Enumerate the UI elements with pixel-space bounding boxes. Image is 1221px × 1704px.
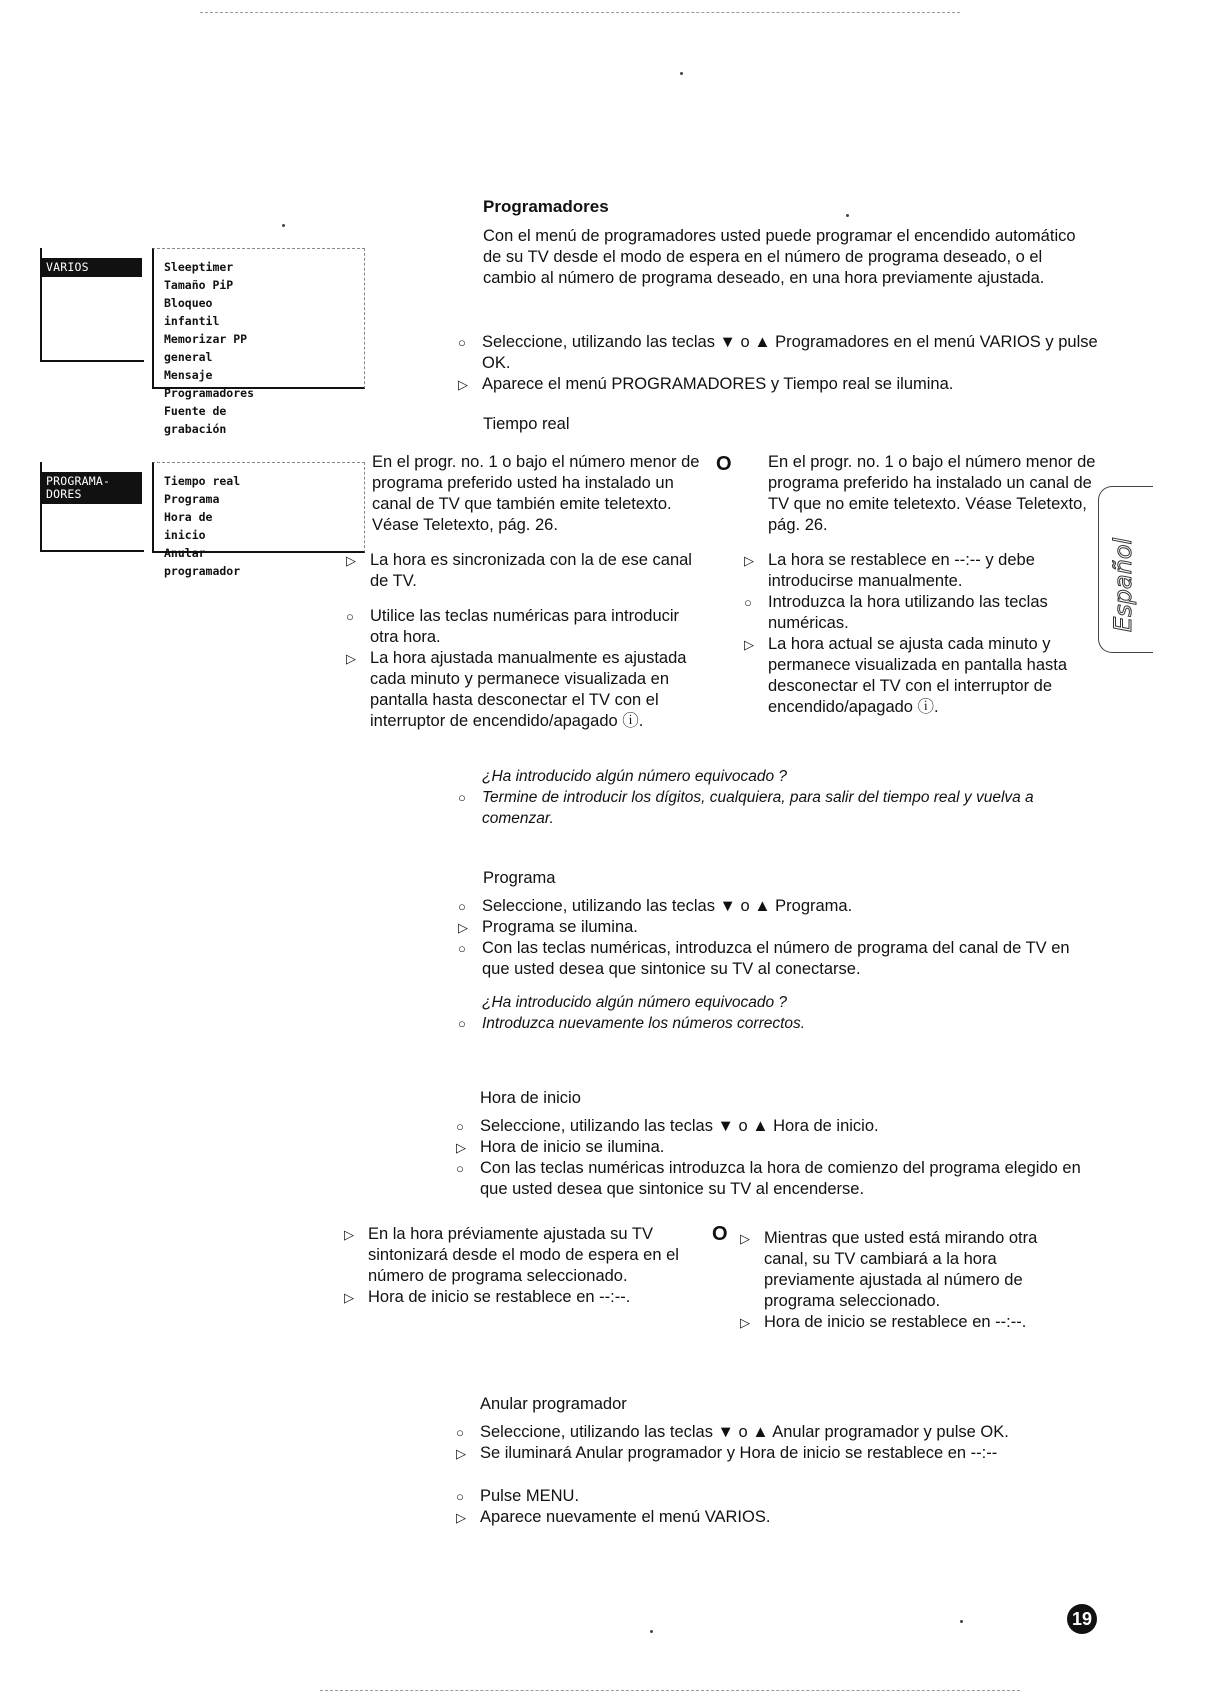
step: ▷ Hora de inicio se ilumina. (456, 1137, 1096, 1158)
hora-inicio-heading: Hora de inicio (480, 1089, 581, 1107)
scan-noise-top (200, 12, 960, 13)
menu-item[interactable]: Memorizar PP general (164, 332, 248, 364)
section-intro: Con el menú de programadores usted puede programar el encendido automático de su TV desde el modo de espera en el número de programa deseado, o el cambio al número de programa deseado, en una hora previamente ajustada. (483, 227, 1076, 287)
programa-steps (458, 896, 1098, 980)
step: ▷ La hora es sincronizada con la de ese canal de TV. (346, 550, 706, 592)
wrong-answer-list (458, 787, 1098, 829)
arrow-triangle-icon (744, 634, 762, 655)
bullet-circle-icon (456, 1486, 474, 1507)
step: ○ Seleccione, utilizando las teclas ▼ o ▲ Programadores en el menú VARIOS y pulse OK. (458, 332, 1108, 374)
menu-item[interactable]: Mensaje (164, 368, 213, 382)
step: ▷ La hora actual se ajusta cada minuto y permanece visualizada en pantalla hasta desconectar el TV con el interruptor de encendido/apagado ⓘ. (744, 634, 1084, 718)
menu-item[interactable]: Fuente de grabación (164, 404, 227, 436)
bullet-circle-icon (456, 1422, 474, 1443)
arrow-triangle-icon (346, 648, 364, 669)
bullet-circle-icon (456, 1116, 474, 1137)
step: ○ Con las teclas numéricas, introduzca el número de programa del canal de TV en que usted desea que sintonice su TV al conectarse. (458, 938, 1098, 980)
wrong-question: ¿Ha introducido algún número equivocado ? (482, 994, 788, 1011)
step: ▷ Hora de inicio se restablece en --:--. (344, 1287, 704, 1308)
arrow-triangle-icon (740, 1312, 758, 1333)
section-steps (458, 332, 1108, 395)
step: ▷ Aparece el menú PROGRAMADORES y Tiempo real se ilumina. (458, 374, 1108, 395)
varios-menu-items (164, 258, 254, 438)
arrow-triangle-icon (458, 374, 476, 395)
menu-item[interactable]: Tiempo real (164, 474, 241, 488)
wrong-question: ¿Ha introducido algún número equivocado ? (482, 768, 788, 785)
hora-inicio-left-steps (344, 1224, 704, 1308)
step: ▷ La hora ajustada manualmente es ajustada cada minuto y permanece visualizada en pantalla hasta desconectar el TV con el interruptor de encendido/apagado ⓘ. (346, 648, 706, 732)
tiempo-real-left-col (346, 452, 706, 732)
step: ▷ Se iluminará Anular programador y Hora de inicio se restablece en --:-- (456, 1443, 1116, 1464)
tiempo-real-right-col (744, 452, 1096, 718)
anular-heading: Anular programador (480, 1395, 627, 1413)
or-symbol: O (716, 453, 732, 475)
anular-steps (456, 1422, 1116, 1464)
step: ○ Con las teclas numéricas introduzca la hora de comienzo del programa elegido en que usted desea que sintonice su TV al encenderse. (456, 1158, 1096, 1200)
programa-wrong-note (458, 992, 1098, 1034)
step: ▷ Mientras que usted está mirando otra canal, su TV cambiará a la hora previamente ajustada al número de programa seleccionado. (740, 1228, 1080, 1312)
varios-menu-tab: VARIOS (40, 258, 142, 277)
section-title: Programadores (483, 197, 609, 216)
anular-steps-2 (456, 1486, 1116, 1528)
menu-item[interactable]: Tamaño PiP (164, 278, 234, 292)
or-symbol: O (712, 1223, 728, 1245)
step: ○ Seleccione, utilizando las teclas ▼ o ▲ Anular programador y pulse OK. (456, 1422, 1116, 1443)
bullet-circle-icon (458, 1013, 476, 1034)
bullet-circle-icon (458, 896, 476, 917)
programa-heading: Programa (483, 869, 556, 887)
hora-inicio-right-steps (740, 1228, 1080, 1333)
scan-speck (680, 72, 683, 75)
step: ▷ Aparece nuevamente el menú VARIOS. (456, 1507, 1116, 1528)
hora-inicio-steps (456, 1116, 1096, 1200)
arrow-triangle-icon (344, 1224, 362, 1245)
arrow-triangle-icon (456, 1443, 474, 1464)
step: ○ Pulse MENU. (456, 1486, 1116, 1507)
step: ○ Seleccione, utilizando las teclas ▼ o ▲ Programa. (458, 896, 1098, 917)
step: ▷ La hora se restablece en --:-- y debe introducirse manualmente. (744, 550, 1084, 592)
arrow-triangle-icon (458, 917, 476, 938)
bullet-circle-icon (458, 938, 476, 959)
tiempo-real-heading: Tiempo real (483, 415, 570, 433)
menu-item[interactable]: Anular programador (164, 546, 241, 578)
tiempo-real-left-steps (346, 550, 706, 732)
scan-speck (650, 1630, 653, 1633)
tiempo-real-wrong-note (458, 766, 1098, 829)
bullet-circle-icon (346, 606, 364, 627)
menu-item[interactable]: Hora de inicio (164, 510, 213, 542)
arrow-triangle-icon (344, 1287, 362, 1308)
step: ○ Seleccione, utilizando las teclas ▼ o ▲ Hora de inicio. (456, 1116, 1096, 1137)
tiempo-real-left-intro: En el progr. no. 1 o bajo el número menor de programa preferido usted ha instalado un canal de TV que también emite teletexto. Véase Teletexto, pág. 26. (372, 453, 700, 534)
step: ▷ Programa se ilumina. (458, 917, 1098, 938)
scan-noise-bottom (320, 1690, 1020, 1691)
programadores-menu-tab: PROGRAMA- DORES (40, 472, 142, 504)
arrow-triangle-icon (346, 550, 364, 571)
scan-speck (282, 224, 285, 227)
language-tab-label: Español (1109, 537, 1137, 632)
programadores-menu-items (164, 472, 240, 580)
step: ○ Termine de introducir los dígitos, cualquiera, para salir del tiempo real y vuelva a comenzar. (458, 787, 1098, 829)
step: ▷ En la hora préviamente ajustada su TV sintonizará desde el modo de espera en el número de programa seleccionado. (344, 1224, 704, 1287)
bullet-circle-icon (458, 787, 476, 808)
wrong-answer-list (458, 1013, 1098, 1034)
scan-speck (960, 1620, 963, 1623)
menu-item[interactable]: Sleeptimer (164, 260, 234, 274)
menu-item[interactable]: Programadores (164, 386, 255, 400)
arrow-triangle-icon (744, 550, 762, 571)
language-tab (1098, 486, 1153, 653)
arrow-triangle-icon (456, 1507, 474, 1528)
menu-item[interactable]: Bloqueo infantil (164, 296, 220, 328)
step: ○ Introduzca la hora utilizando las teclas numéricas. (744, 592, 1084, 634)
arrow-triangle-icon (740, 1228, 758, 1249)
scan-speck (846, 214, 849, 217)
bullet-circle-icon (744, 592, 762, 613)
step: ▷ Hora de inicio se restablece en --:--. (740, 1312, 1080, 1333)
step: ○ Utilice las teclas numéricas para introducir otra hora. (346, 606, 706, 648)
page-number: 19 (1067, 1604, 1097, 1634)
arrow-triangle-icon (456, 1137, 474, 1158)
tiempo-real-right-intro: En el progr. no. 1 o bajo el número menor de programa preferido ha instalado un canal de TV que no emite teletexto. Véase Teletexto, pág. 26. (768, 453, 1096, 534)
menu-item[interactable]: Programa (164, 492, 220, 506)
step: ○ Introduzca nuevamente los números correctos. (458, 1013, 1098, 1034)
tiempo-real-right-steps (744, 550, 1084, 718)
bullet-circle-icon (456, 1158, 474, 1179)
bullet-circle-icon (458, 332, 476, 353)
